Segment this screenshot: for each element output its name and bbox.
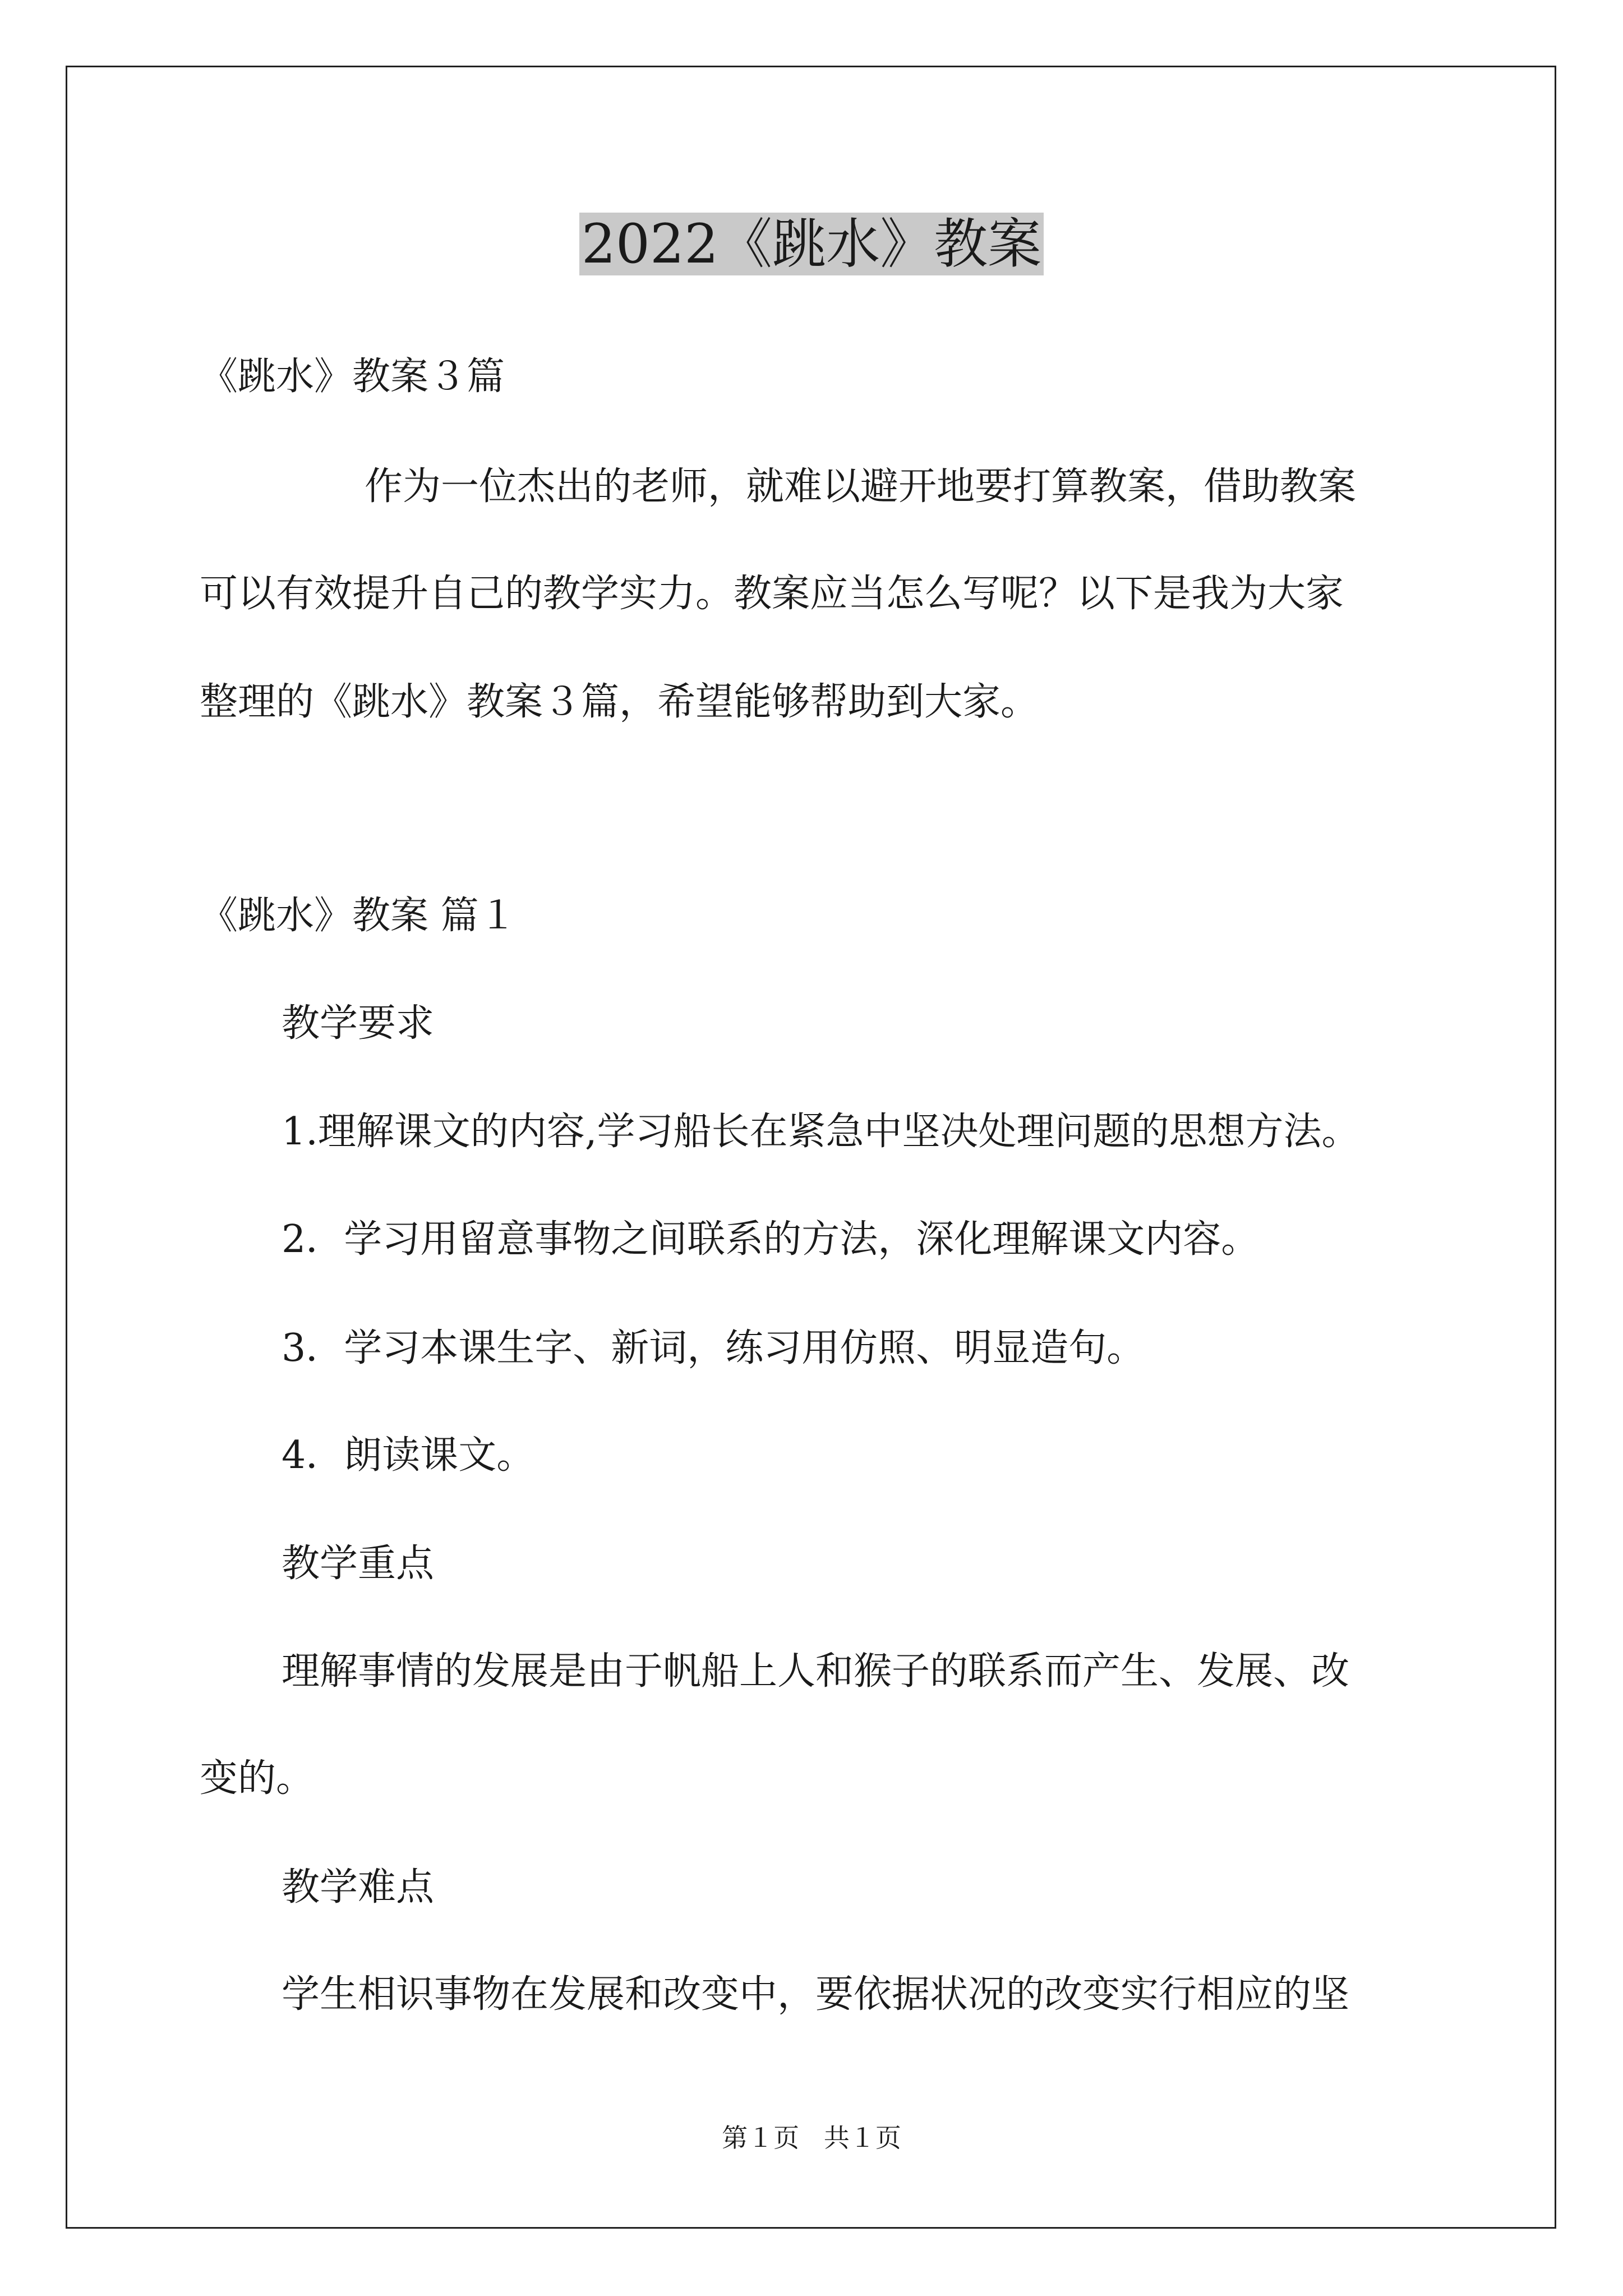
document-title	[0, 205, 1623, 283]
requirement-item-2: 2．学习用留意事物之间联系的方法，深化理解课文内容。	[282, 1217, 1260, 1262]
key-points-line-1: 理解事情的发展是由于帆船上人和猴子的联系而产生、发展、改	[282, 1649, 1350, 1694]
document-title-text: 2022《跳水》教案	[579, 213, 1044, 275]
key-points-line-2: 变的。	[200, 1756, 315, 1801]
requirements-heading: 教学要求	[282, 1001, 435, 1046]
requirement-item-1: 1.理解课文的内容,学习船长在紧急中坚决处理问题的思想方法。	[282, 1110, 1360, 1154]
section-heading: 《跳水》教案 篇１	[200, 894, 517, 938]
key-points-heading: 教学重点	[282, 1542, 435, 1586]
requirement-item-4: 4．朗读课文。	[282, 1433, 535, 1478]
intro-line-1: 作为一位杰出的老师，就难以避开地要打算教案，借助教案	[365, 464, 1357, 509]
requirement-item-3: 3．学习本课生字、新词，练习用仿照、明显造句。	[282, 1326, 1145, 1370]
difficulties-line-1: 学生相识事物在发展和改变中，要依据状况的改变实行相应的坚	[282, 1972, 1350, 2017]
intro-line-2: 可以有效提升自己的教学实力。教案应当怎么写呢？以下是我为大家	[200, 572, 1344, 616]
intro-line-3: 整理的《跳水》教案３篇，希望能够帮助到大家。	[200, 680, 1039, 724]
difficulties-heading: 教学难点	[282, 1865, 435, 1910]
page-footer: 第１页 共１页	[722, 2123, 901, 2153]
document-subtitle: 《跳水》教案３篇	[200, 355, 505, 399]
